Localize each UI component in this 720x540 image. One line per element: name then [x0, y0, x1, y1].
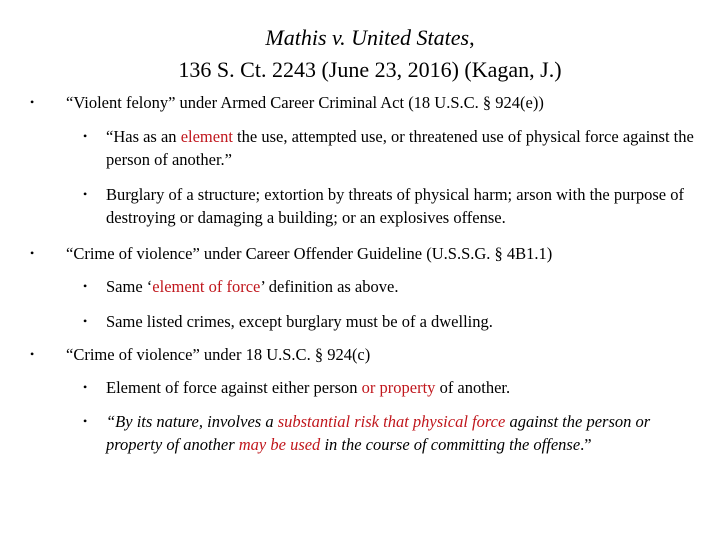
- emphasis-text: substantial risk that physical force: [277, 412, 506, 431]
- case-name: Mathis v. United States: [265, 25, 470, 50]
- bullet-icon: •: [83, 187, 88, 201]
- text-segment: “By its nature, involves a: [106, 412, 278, 431]
- bullet-icon: •: [83, 414, 88, 428]
- list-item: [106, 376, 706, 399]
- section-heading-career-offender: “Crime of violence” under Career Offender Guideline (U.S.S.G. § 4B1.1): [66, 244, 553, 263]
- text-segment: “Has as an: [106, 127, 181, 146]
- bullet-icon: •: [83, 380, 88, 394]
- text-segment: of another.: [435, 378, 511, 397]
- emphasis-text: element: [180, 127, 233, 146]
- text-segment: .”: [580, 435, 592, 454]
- text-segment: the use, attempted use, or threatened use of physical force against the person of another.”: [106, 127, 694, 169]
- case-name-suffix: ,: [469, 25, 475, 50]
- list-item: [106, 410, 706, 456]
- bullet-icon: •: [83, 129, 88, 143]
- text-segment: Same ‘: [106, 277, 153, 296]
- section-heading-924c: “Crime of violence” under 18 U.S.C. § 924(c): [66, 345, 371, 364]
- bullet-icon: •: [83, 314, 88, 328]
- emphasis-text: may be used: [238, 435, 321, 454]
- list-item: Burglary of a structure; extortion by threats of physical harm; arson with the purpose of destroying or damaging a building; or an explosives offense.: [106, 185, 684, 227]
- section-heading-violent-felony: “Violent felony” under Armed Career Criminal Act (18 U.S.C. § 924(e)): [66, 93, 544, 112]
- bullet-icon: •: [30, 347, 35, 361]
- slide-title: [0, 22, 720, 86]
- text-segment: ’ definition as above.: [260, 277, 399, 296]
- list-item: Same listed crimes, except burglary must be of a dwelling.: [106, 312, 493, 331]
- text-segment: Element of force against either person: [106, 378, 362, 397]
- text-segment: against the person or property of another: [106, 412, 651, 454]
- bullet-icon: •: [30, 246, 35, 260]
- bullet-icon: •: [30, 95, 35, 109]
- bullet-icon: •: [83, 279, 88, 293]
- emphasis-text: or property: [361, 378, 436, 397]
- emphasis-text: element of force: [152, 277, 261, 296]
- list-item: [106, 125, 706, 171]
- case-citation: 136 S. Ct. 2243 (June 23, 2016) (Kagan, J.): [178, 57, 562, 82]
- text-segment: in the course of committing the offense: [320, 435, 581, 454]
- list-item: [106, 275, 706, 298]
- case-name-line: [0, 22, 720, 54]
